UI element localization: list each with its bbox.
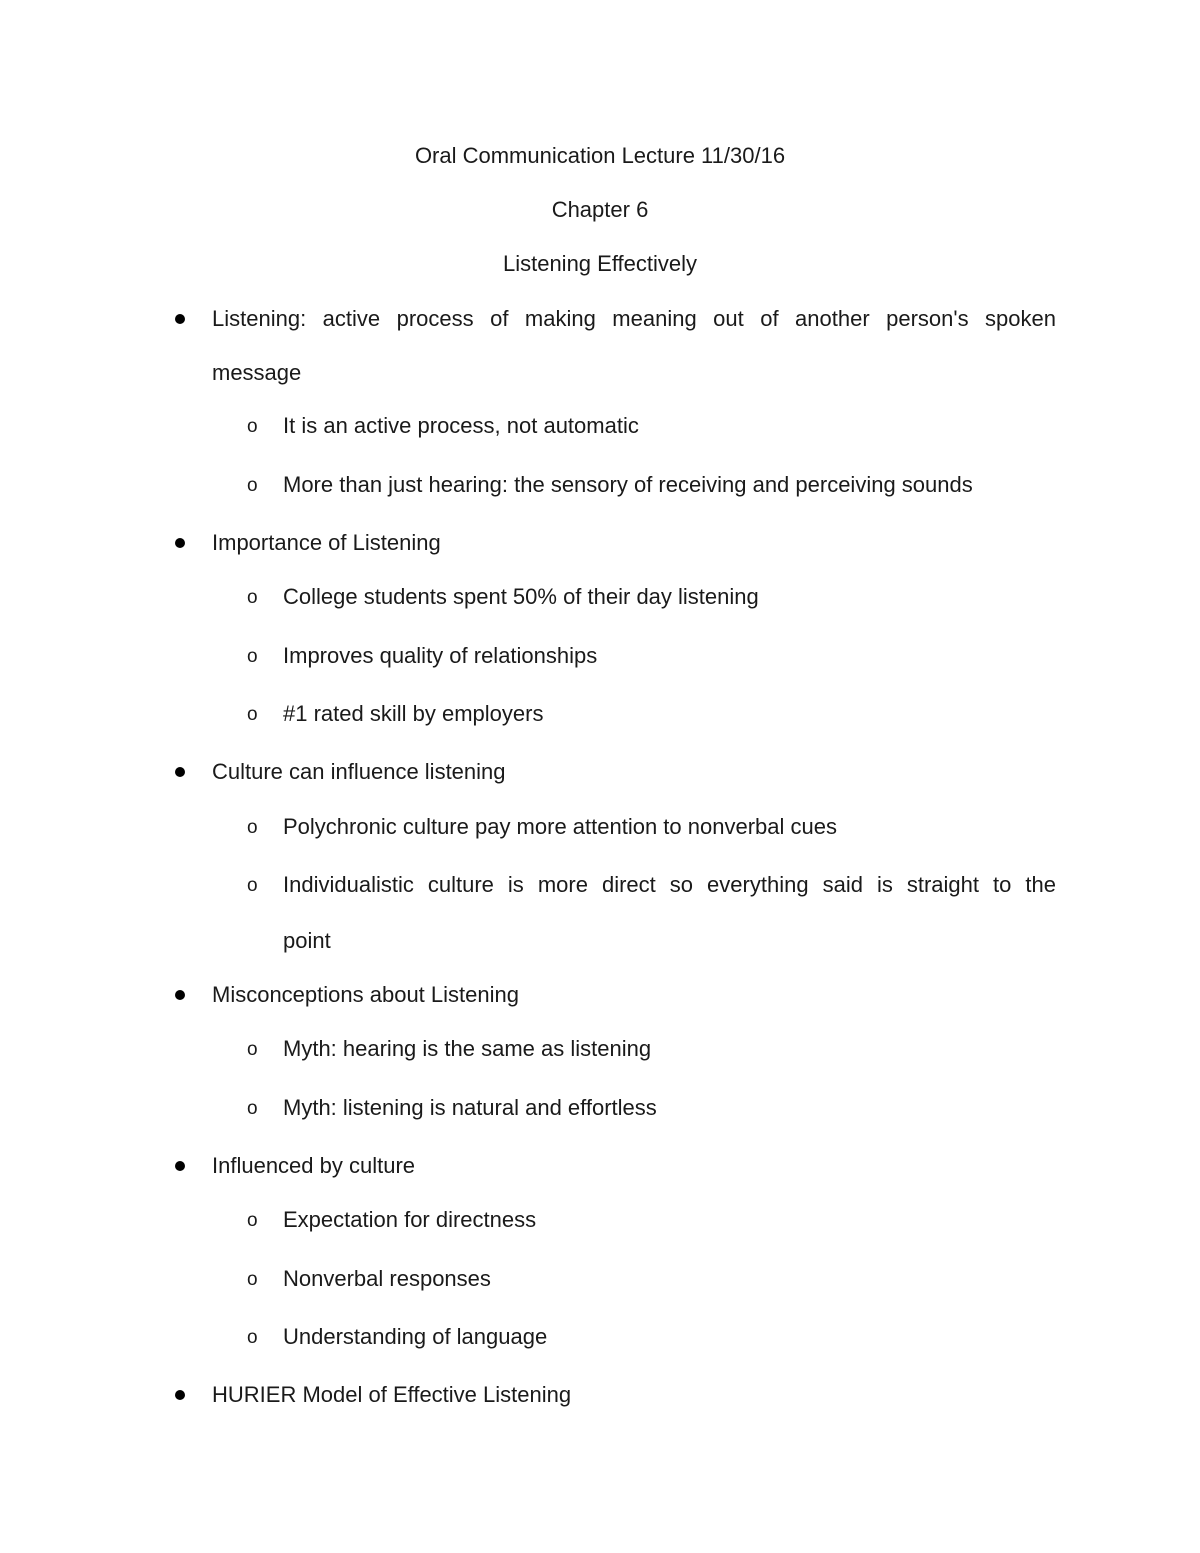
sub-list-item: Individualistic culture is more direct so everything said is straight to the <box>283 872 1056 897</box>
sub-list-item: Myth: listening is natural and effortless <box>283 1095 657 1120</box>
document-title: Oral Communication Lecture 11/30/16 <box>414 143 786 168</box>
list-item-misconceptions: Misconceptions about Listening <box>212 982 519 1007</box>
bullet-icon <box>175 1161 185 1171</box>
sub-list-item: Myth: hearing is the same as listening <box>283 1036 652 1061</box>
sub-bullet-icon: o <box>247 587 258 608</box>
bullet-icon <box>175 538 185 548</box>
list-item-listening-definition: Listening: active process of making meaning out of another person's spoken <box>212 306 1056 331</box>
sub-bullet-icon: o <box>247 1098 258 1119</box>
sub-bullet-icon: o <box>247 1210 258 1231</box>
sub-list-item: Nonverbal responses <box>283 1266 491 1291</box>
sub-list-item-continuation: point <box>283 928 331 953</box>
sub-list-item: Improves quality of relationships <box>283 643 598 668</box>
list-item-importance: Importance of Listening <box>212 530 441 555</box>
bullet-icon <box>175 990 185 1000</box>
bullet-icon <box>175 767 185 777</box>
sub-bullet-icon: o <box>247 1269 258 1290</box>
list-item-culture: Culture can influence listening <box>212 759 506 784</box>
list-item-influenced: Influenced by culture <box>212 1153 416 1178</box>
sub-list-item: It is an active process, not automatic <box>283 413 639 438</box>
list-item-continuation: message <box>212 360 302 385</box>
sub-list-item: More than just hearing: the sensory of receiving and perceiving sounds <box>283 472 973 497</box>
sub-bullet-icon: o <box>247 1327 258 1348</box>
sub-bullet-icon: o <box>247 416 258 437</box>
bullet-icon <box>175 314 185 324</box>
sub-bullet-icon: o <box>247 646 258 667</box>
chapter-heading: Chapter 6 <box>551 197 649 222</box>
sub-bullet-icon: o <box>247 475 258 496</box>
section-heading: Listening Effectively <box>502 251 698 276</box>
sub-bullet-icon: o <box>247 704 258 725</box>
sub-list-item: #1 rated skill by employers <box>283 701 544 726</box>
sub-list-item: College students spent 50% of their day listening <box>283 584 759 609</box>
sub-list-item: Expectation for directness <box>283 1207 537 1232</box>
list-item-hurier: HURIER Model of Effective Listening <box>212 1382 572 1407</box>
sub-bullet-icon: o <box>247 1039 258 1060</box>
sub-list-item: Understanding of language <box>283 1324 548 1349</box>
sub-list-item: Polychronic culture pay more attention to nonverbal cues <box>283 814 837 839</box>
bullet-icon <box>175 1390 185 1400</box>
sub-bullet-icon: o <box>247 817 258 838</box>
sub-bullet-icon: o <box>247 875 258 896</box>
